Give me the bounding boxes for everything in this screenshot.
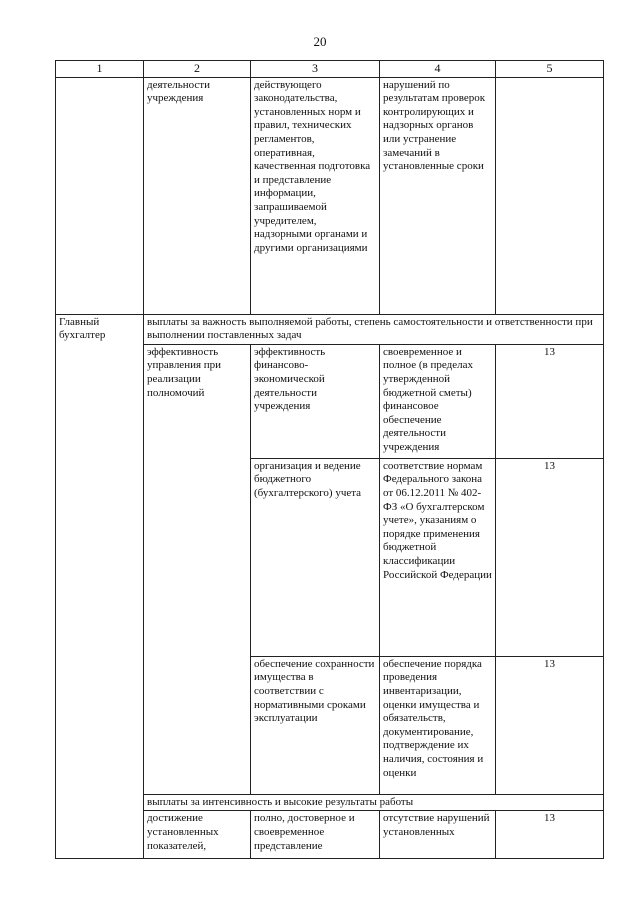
condition-cell: соответствие нормам Федерального закона от 06.12.2011 № 402-ФЗ «О бухгалтерском учете», указаниям о порядке применения бюджетной классификации Российской Федерации: [380, 458, 496, 656]
criterion-cell: деятельности учреждения: [144, 77, 251, 314]
points-cell: 13: [496, 656, 604, 794]
header-col-1: 1: [56, 61, 144, 78]
points-cell: 13: [496, 811, 604, 859]
indicator-cell: действующего законодательства, установленных норм и правил, технических регламентов, оперативная, качественная подготовка и представление информации, запрашиваемой учредителем, надзорными органами и другими организациями: [251, 77, 380, 314]
header-col-3: 3: [251, 61, 380, 78]
header-col-5: 5: [496, 61, 604, 78]
section-title-importance: выплаты за важность выполняемой работы, степень самостоятельности и ответственности при выполнении поставленных задач: [144, 314, 604, 344]
indicator-cell: обеспечение сохранности имущества в соответствии с нормативными сроками эксплуатации: [251, 656, 380, 794]
condition-cell: обеспечение порядка проведения инвентаризации, оценки имущества и обязательств, документирование, подтверждение их наличия, состояния и оценки: [380, 656, 496, 794]
header-col-2: 2: [144, 61, 251, 78]
table-row: [56, 77, 604, 314]
table-header-row: [56, 61, 604, 78]
indicator-cell: полно, достоверное и своевременное представление: [251, 811, 380, 859]
condition-cell: отсутствие нарушений установленных: [380, 811, 496, 859]
indicator-cell: организация и ведение бюджетного (бухгалтерского) учета: [251, 458, 380, 656]
position-cell: Главный бухгалтер: [56, 314, 144, 859]
position-cell-empty: [56, 77, 144, 314]
points-cell: 13: [496, 458, 604, 656]
section-title-intensity: выплаты за интенсивность и высокие результаты работы: [144, 794, 604, 811]
criteria-table: [55, 60, 604, 859]
page-number: 20: [313, 34, 327, 49]
indicator-cell: эффективность финансово-экономической деятельности учреждения: [251, 344, 380, 458]
criterion-cell: эффективность управления при реализации полномочий: [144, 344, 251, 794]
points-cell: 13: [496, 344, 604, 458]
condition-cell: своевременное и полное (в пределах утвержденной бюджетной сметы) финансовое обеспечение деятельности учреждения: [380, 344, 496, 458]
section-row-importance: [56, 314, 604, 344]
header-col-4: 4: [380, 61, 496, 78]
condition-cell: нарушений по результатам проверок контролирующих и надзорных органов или устранение замечаний в установленные сроки: [380, 77, 496, 314]
criterion-cell: достижение установленных показателей,: [144, 811, 251, 859]
points-cell: [496, 77, 604, 314]
